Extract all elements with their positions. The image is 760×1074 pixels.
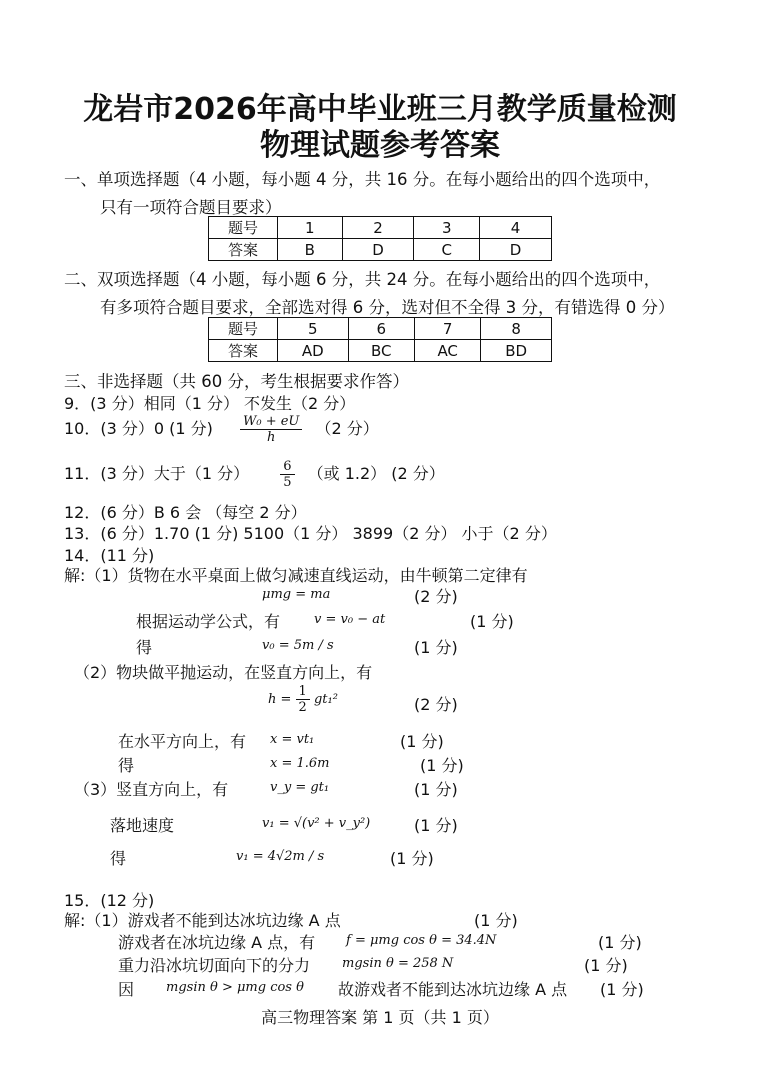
table-cell: 1 — [278, 217, 343, 239]
table-row — [209, 340, 552, 362]
table-answer-label: 答案 — [209, 239, 278, 261]
q12-answer: 12．(6 分）B 6 会 （每空 2 分） — [64, 503, 307, 522]
q14-line5: 在水平方向上，有 — [118, 732, 247, 751]
q15-line3: 重力沿冰坑切面向下的分力 — [118, 956, 311, 975]
q14-score9: (1 分) — [390, 849, 434, 868]
q14-score8: (1 分) — [414, 816, 458, 835]
q15-eq2: f = μmg cos θ = 34.4N — [346, 933, 497, 948]
q14-score4: (2 分) — [414, 695, 458, 714]
q15-eq3: mgsin θ = 258 N — [342, 956, 454, 971]
section1-line2: 只有一项符合题目要求） — [100, 198, 282, 217]
table-header-label: 题号 — [209, 318, 278, 340]
q15-line4: 因 — [118, 980, 135, 999]
q15-eq4: mgsin θ > μmg cos θ — [166, 980, 304, 995]
q15-score1: (1 分) — [474, 911, 518, 930]
q14-score3: (1 分) — [414, 638, 458, 657]
table-cell: 7 — [414, 318, 480, 340]
q14-eq4-fraction — [296, 684, 310, 715]
q13-answer: 13．(6 分）1.70 (1 分) 5100（1 分） 3899（2 分） 小于（2 分） — [64, 524, 557, 543]
page-footer: 高三物理答案 第 1 页（共 1 页） — [261, 1008, 499, 1027]
q14-score6: (1 分) — [420, 756, 464, 775]
q14-eq8: v₁ = √(v² + v_y²) — [262, 816, 371, 831]
section1-line1: 一、单项选择题（4 小题，每小题 4 分，共 16 分。在每小题给出的四个选项中， — [64, 170, 661, 189]
q11-answer — [64, 459, 445, 490]
table-cell: C — [414, 239, 480, 261]
q10-frac-den: h — [266, 430, 276, 445]
table-cell: 6 — [348, 318, 414, 340]
q15-score2: (1 分) — [598, 933, 642, 952]
q14-score1: (2 分) — [414, 587, 458, 606]
q10-suffix: （2 分） — [315, 419, 379, 438]
section1-answer-table — [208, 216, 552, 261]
page-subtitle: 物理试题参考答案 — [260, 128, 500, 163]
q15-score4: (1 分) — [600, 980, 644, 999]
q14-head: 14．(11 分) — [64, 546, 155, 565]
q15-line1: 解:（1）游戏者不能到达冰坑边缘 A 点 — [64, 911, 341, 930]
q14-line4: （2）物块做平抛运动，在竖直方向上，有 — [74, 663, 373, 682]
q14-eq3: v₀ = 5m / s — [262, 638, 334, 653]
section2-line2: 有多项符合题目要求，全部选对得 6 分，选对但不全得 3 分，有错选得 0 分） — [100, 298, 675, 317]
q11-fraction — [280, 459, 294, 490]
q11-frac-num: 6 — [280, 459, 294, 475]
q14-line2: 根据运动学公式，有 — [136, 612, 281, 631]
table-cell: D — [480, 239, 552, 261]
q10-prefix: 10．(3 分）0 (1 分) — [64, 419, 213, 438]
q10-frac-num: W₀ + eU — [240, 414, 302, 430]
table-header-label: 题号 — [209, 217, 278, 239]
q15-score3: (1 分) — [584, 956, 628, 975]
table-cell: 3 — [414, 217, 480, 239]
q14-line7: （3）竖直方向上，有 — [74, 780, 229, 799]
q14-eq4 — [268, 684, 338, 715]
q15-line2: 游戏者在冰坑边缘 A 点，有 — [118, 933, 316, 952]
q9-answer: 9．(3 分）相同（1 分） 不发生（2 分） — [64, 394, 356, 413]
q10-answer — [64, 414, 379, 445]
q14-eq4-right: gt₁² — [313, 692, 338, 707]
q14-line6: 得 — [118, 756, 135, 775]
table-row — [209, 217, 552, 239]
table-answer-label: 答案 — [209, 340, 278, 362]
q14-eq6: x = 1.6m — [270, 756, 330, 771]
table-cell: D — [342, 239, 414, 261]
q14-eq4-num: 1 — [296, 684, 310, 700]
q14-line3: 得 — [136, 638, 153, 657]
q14-eq9: v₁ = 4√2m / s — [236, 849, 325, 864]
table-cell: AC — [414, 340, 480, 362]
q15-line4b: 故游戏者不能到达冰坑边缘 A 点 — [338, 980, 568, 999]
table-cell: BC — [348, 340, 414, 362]
q14-score2: (1 分) — [470, 612, 514, 631]
q10-fraction — [240, 414, 302, 445]
q11-suffix: （或 1.2） (2 分） — [307, 464, 445, 483]
table-cell: 8 — [481, 318, 552, 340]
table-cell: 5 — [278, 318, 349, 340]
q14-eq5: x = vt₁ — [270, 732, 315, 747]
table-cell: BD — [481, 340, 552, 362]
q14-line1: 解:（1）货物在水平桌面上做匀减速直线运动，由牛顿第二定律有 — [64, 566, 528, 585]
q14-eq4-den: 2 — [298, 700, 307, 715]
q11-prefix: 11．(3 分）大于（1 分） — [64, 464, 250, 483]
q14-eq4-left: h = — [268, 692, 292, 707]
section2-answer-table — [208, 317, 552, 362]
table-cell: B — [278, 239, 343, 261]
section2-line1: 二、双项选择题（4 小题，每小题 6 分，共 24 分。在每小题给出的四个选项中， — [64, 270, 661, 289]
q14-eq2: v = v₀ − at — [314, 612, 386, 627]
table-row — [209, 239, 552, 261]
table-row — [209, 318, 552, 340]
table-cell: AD — [278, 340, 349, 362]
q14-score7: (1 分) — [414, 780, 458, 799]
section3-line1: 三、非选择题（共 60 分，考生根据要求作答） — [64, 372, 409, 391]
table-cell: 4 — [480, 217, 552, 239]
q15-head: 15．(12 分) — [64, 891, 155, 910]
q14-score5: (1 分) — [400, 732, 444, 751]
q14-line9: 得 — [110, 849, 127, 868]
q11-frac-den: 5 — [283, 475, 292, 490]
q14-eq7: v_y = gt₁ — [270, 780, 330, 795]
q14-eq1: μmg = ma — [262, 587, 331, 602]
table-cell: 2 — [342, 217, 414, 239]
page-title: 龙岩市2026年高中毕业班三月教学质量检测 — [83, 92, 677, 127]
q14-line8: 落地速度 — [110, 816, 175, 835]
